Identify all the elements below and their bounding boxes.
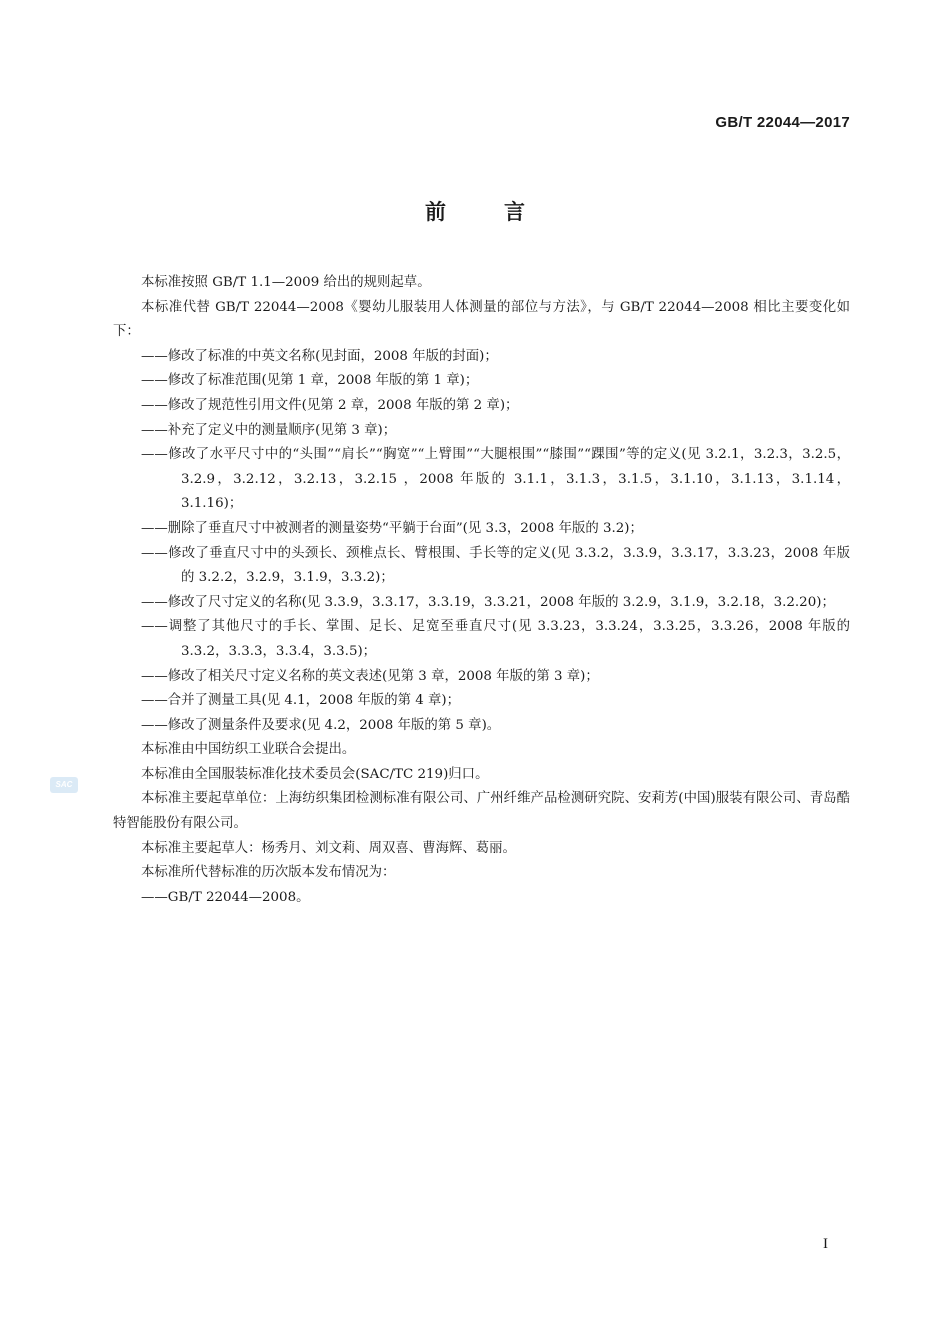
proposer-paragraph: 本标准由中国纺织工业联合会提出。 <box>141 742 356 758</box>
drafters-paragraph: 本标准主要起草人：杨秀月、刘文莉、周双喜、曹海辉、葛丽。 <box>141 840 516 856</box>
list-item: ——GB/T 22044—2008。 <box>141 889 310 905</box>
list-item: ——修改了相关尺寸定义名称的英文表述(见第 3 章，2008 年版的第 3 章)； <box>141 668 599 684</box>
list-item: ——修改了规范性引用文件(见第 2 章，2008 年版的第 2 章)； <box>141 397 519 413</box>
history-paragraph: 本标准所代替标准的历次版本发布情况为： <box>141 865 396 881</box>
standard-code: GB/T 22044—2017 <box>715 114 850 131</box>
list-item: ——删除了垂直尺寸中被测者的测量姿势“平躺于台面”(见 3.3，2008 年版的 3.2)； <box>141 520 643 536</box>
drafting-units-paragraph: 本标准主要起草单位：上海纺织集团检测标准有限公司、广州纤维产品检测研究院、安莉芳(中国)服装有限公司、青岛酷特智能股份有限公司。 <box>113 791 850 832</box>
list-item: ——修改了标准范围(见第 1 章，2008 年版的第 1 章)； <box>141 373 479 389</box>
list-item: ——修改了水平尺寸中的“头围”“肩长”“胸宽”“上臂围”“大腿根围”“膝围”“踝围”等的定义(见 3.2.1，3.2.3，3.2.5，3.2.9，3.2.12，3.2.13，3.2.15 ，2008 年版的 3.1.1，3.1.3，3.1.5，3.1.10，3.1.13，3.1.14，3.1.16)； <box>141 447 850 512</box>
committee-paragraph: 本标准由全国服装标准化技术委员会(SAC/TC 219)归口。 <box>141 766 489 782</box>
replacement-paragraph: 本标准代替 GB/T 22044—2008《婴幼儿服装用人体测量的部位与方法》，与 GB/T 22044—2008 相比主要变化如下： <box>113 299 850 340</box>
list-item: ——修改了垂直尺寸中的头颈长、颈椎点长、臂根围、手长等的定义(见 3.3.2，3.3.9，3.3.17，3.3.23，2008 年版的 3.2.2，3.2.9，3.1.9，3.3.2)； <box>141 545 850 586</box>
list-item: ——调整了其他尺寸的手长、掌围、足长、足宽至垂直尺寸(见 3.3.23，3.3.24，3.3.25，3.3.26，2008 年版的 3.3.2，3.3.3，3.3.4，3.3.5)； <box>141 619 850 659</box>
drafting-rule-paragraph: 本标准按照 GB/T 1.1—2009 给出的规则起草。 <box>141 275 431 290</box>
foreword-body <box>113 271 850 910</box>
page-number: I <box>823 1236 828 1252</box>
list-item: ——修改了标准的中英文名称(见封面，2008 年版的封面)； <box>141 348 498 364</box>
list-item: ——合并了测量工具(见 4.1，2008 年版的第 4 章)； <box>141 693 461 709</box>
list-item: ——修改了尺寸定义的名称(见 3.3.9，3.3.17，3.3.19，3.3.21，2008 年版的 3.2.9，3.1.9，3.2.18，3.2.20)； <box>141 594 835 610</box>
page-title: 前言 <box>425 200 583 224</box>
list-item: ——补充了定义中的测量顺序(见第 3 章)； <box>141 422 397 438</box>
sac-watermark-logo: SAC <box>50 777 78 793</box>
list-item: ——修改了测量条件及要求(见 4.2，2008 年版的第 5 章)。 <box>141 717 501 733</box>
